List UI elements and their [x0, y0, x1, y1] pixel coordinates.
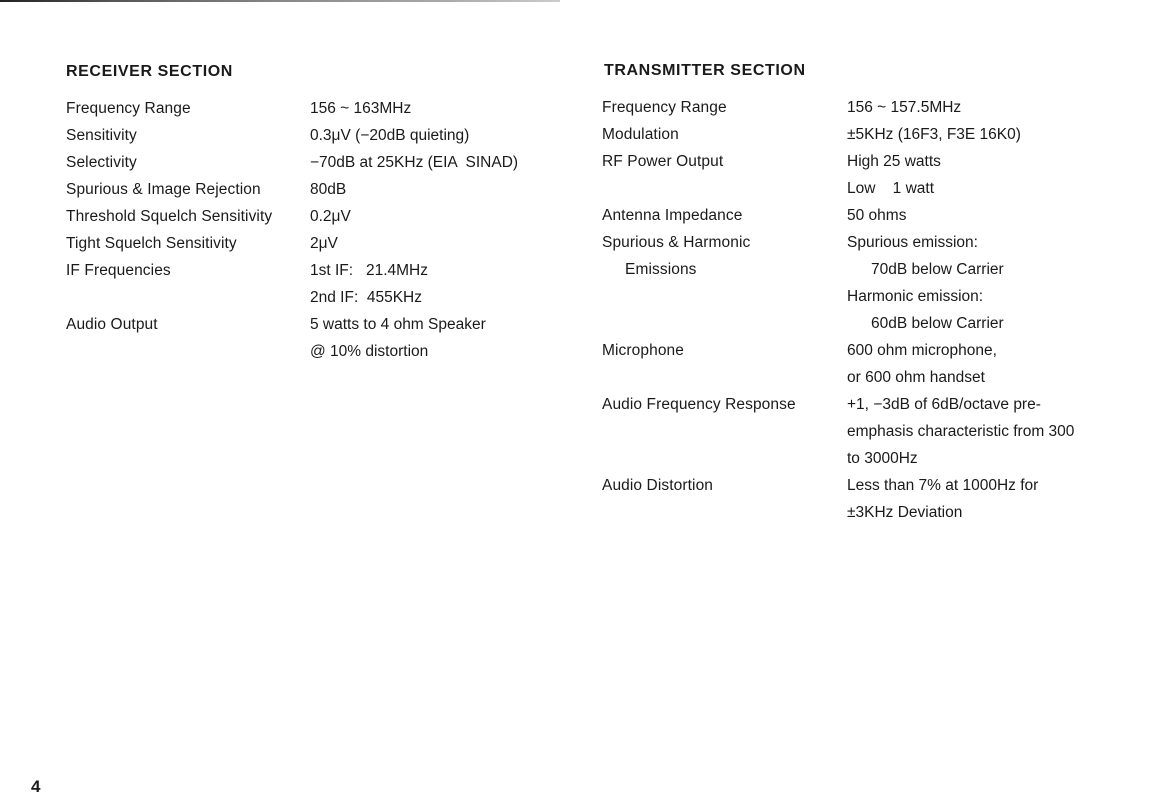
spec-row-audio-frequency-response [602, 391, 1074, 472]
spec-row-audio-distortion [602, 472, 1074, 526]
spec-label: Tight Squelch Sensitivity [66, 235, 237, 252]
scan-top-border [0, 0, 560, 2]
spec-value: 50 ohms [847, 207, 907, 224]
spec-label: Antenna Impedance [602, 207, 743, 224]
spec-row-sensitivity [66, 122, 518, 149]
spec-value: 1st IF: 21.4MHz 2nd IF: 455KHz [310, 262, 429, 306]
spec-row-microphone [602, 337, 1074, 391]
spec-value: Less than 7% at 1000Hz for ±3KHz Deviation [847, 477, 1039, 521]
transmitter-section [604, 60, 1074, 526]
transmitter-spec-table [602, 94, 1074, 526]
spec-label: Spurious & Harmonic Emissions [602, 234, 751, 278]
spec-label: Audio Distortion [602, 477, 714, 494]
spec-row-frequency-range [602, 94, 1074, 121]
spec-row-antenna-impedance [602, 202, 1074, 229]
spec-label: Spurious & Image Rejection [66, 181, 261, 198]
spec-label: Frequency Range [66, 100, 191, 117]
receiver-section-title: RECEIVER SECTION [66, 63, 233, 80]
page-number: 4 [31, 777, 41, 796]
spec-label: Sensitivity [66, 127, 137, 144]
spec-value: High 25 watts Low 1 watt [847, 153, 941, 197]
spec-value: 600 ohm microphone, or 600 ohm handset [847, 342, 997, 386]
spec-row-frequency-range [66, 95, 518, 122]
spec-label: Selectivity [66, 154, 137, 171]
spec-row-spurious-image-rejection [66, 176, 518, 203]
spec-label: RF Power Output [602, 153, 724, 170]
receiver-section [66, 60, 518, 365]
receiver-spec-table [66, 95, 518, 365]
spec-value: 5 watts to 4 ohm Speaker @ 10% distortion [310, 316, 486, 360]
spec-row-modulation [602, 121, 1074, 148]
spec-value: 156 ~ 157.5MHz [847, 99, 962, 116]
spec-row-if-frequencies [66, 257, 518, 311]
spec-label: Frequency Range [602, 99, 727, 116]
spec-value: Spurious emission: 70dB below Carrier Harmonic emission: 60dB below Carrier [847, 234, 1004, 332]
spec-value: 0.3μV (−20dB quieting) [310, 127, 470, 144]
spec-value: −70dB at 25KHz (EIA SINAD) [310, 154, 519, 171]
spec-label: Microphone [602, 342, 684, 359]
spec-row-selectivity [66, 149, 518, 176]
spec-label: IF Frequencies [66, 262, 171, 279]
spec-row-rf-power-output [602, 148, 1074, 202]
spec-value: 156 ~ 163MHz [310, 100, 412, 117]
spec-value: ±5KHz (16F3, F3E 16K0) [847, 126, 1021, 143]
spec-value: +1, −3dB of 6dB/octave pre- emphasis characteristic from 300 to 3000Hz [847, 396, 1075, 467]
spec-label: Audio Output [66, 316, 158, 333]
spec-row-tight-squelch [66, 230, 518, 257]
spec-value: 0.2μV [310, 208, 351, 225]
spec-value: 80dB [310, 181, 347, 198]
spec-value: 2μV [310, 235, 338, 252]
spec-label: Audio Frequency Response [602, 396, 796, 413]
spec-row-audio-output [66, 311, 518, 365]
spec-row-threshold-squelch [66, 203, 518, 230]
spec-row-spurious-harmonic-emissions [602, 229, 1074, 337]
transmitter-section-title: TRANSMITTER SECTION [604, 62, 806, 79]
spec-label: Modulation [602, 126, 679, 143]
spec-label: Threshold Squelch Sensitivity [66, 208, 273, 225]
